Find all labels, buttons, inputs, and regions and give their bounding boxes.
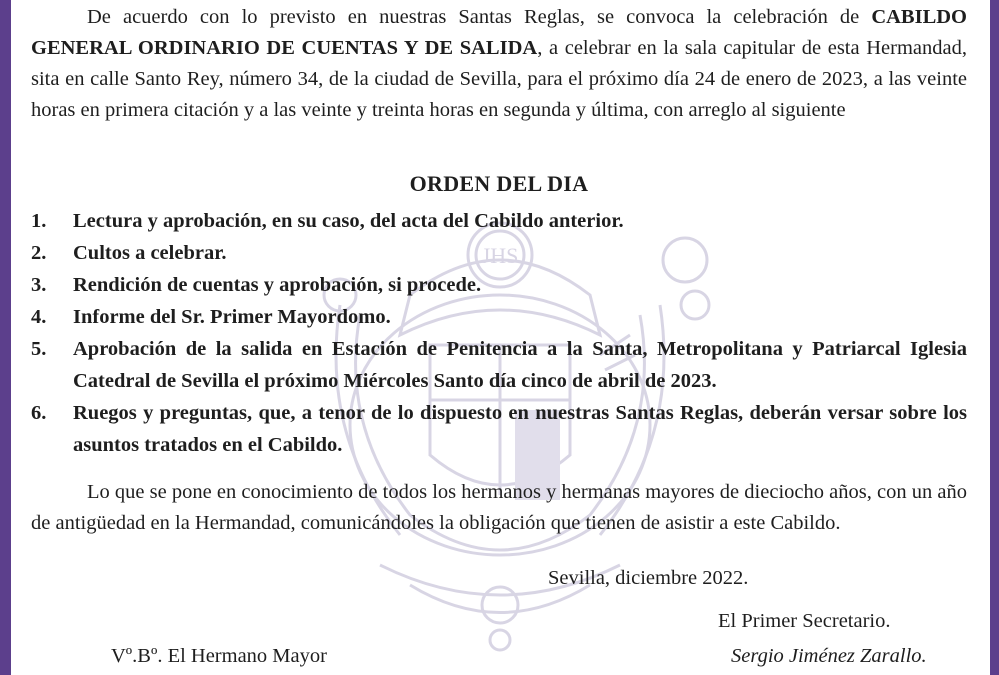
agenda-item bbox=[31, 333, 967, 397]
intro-bold-title: CABILDO GENERAL ORDINARIO DE CUENTAS Y DE SALIDA bbox=[31, 6, 967, 59]
approval-hermano-mayor: Vº.Bº. El Hermano Mayor bbox=[111, 645, 327, 667]
intro-paragraph bbox=[31, 2, 967, 126]
watermark-monogram: JHS bbox=[481, 243, 519, 268]
left-border-bar bbox=[0, 0, 11, 675]
secretary-title: El Primer Secretario. bbox=[718, 610, 891, 632]
agenda-item bbox=[31, 397, 967, 461]
agenda-item-text: Ruegos y preguntas, que, a tenor de lo dispuesto en nuestras Santas Reglas, deberán versar sobre los asuntos tratados en el Cabildo. bbox=[73, 402, 967, 456]
intro-text-after: , a celebrar en la sala capitular de esta Hermandad, sita en calle Santo Rey, número 34, de la ciudad de Sevilla, para el próximo día 24 de enero de 2023, a las veinte horas en primera citación y a las veinte y treinta horas en segunda y última, con arreglo al siguiente bbox=[31, 37, 968, 121]
agenda-item-number: 5. bbox=[31, 338, 47, 360]
agenda-item-text: Rendición de cuentas y aprobación, si procede. bbox=[73, 274, 482, 296]
agenda-item-number: 3. bbox=[31, 274, 47, 296]
agenda-item bbox=[31, 301, 967, 333]
agenda-item bbox=[31, 237, 967, 269]
agenda-list bbox=[31, 205, 967, 461]
intro-text-before: De acuerdo con lo previsto en nuestras Santas Reglas, se convoca la celebración de bbox=[87, 6, 872, 28]
agenda-item-text: Cultos a celebrar. bbox=[73, 242, 227, 264]
agenda-item bbox=[31, 269, 967, 301]
agenda-item-number: 2. bbox=[31, 242, 47, 264]
document-body bbox=[31, 0, 967, 675]
closing-paragraph: Lo que se pone en conocimiento de todos los hermanos y hermanas mayores de dieciocho años, con un año de antigüedad en la Hermandad, comunicándoles la obligación que tienen de asistir a este Cabildo. bbox=[31, 481, 967, 534]
agenda-item-text: Informe del Sr. Primer Mayordomo. bbox=[73, 306, 391, 328]
right-border-bar bbox=[990, 0, 999, 675]
agenda-item-text: Lectura y aprobación, en su caso, del acta del Cabildo anterior. bbox=[73, 210, 624, 232]
agenda-heading: ORDEN DEL DIA bbox=[409, 171, 589, 196]
agenda-item-text: Aprobación de la salida en Estación de Penitencia a la Santa, Metropolitana y Patriarcal Iglesia Catedral de Sevilla el próximo Miércoles Santo día cinco de abril de 2023. bbox=[73, 338, 967, 392]
secretary-signature-name: Sergio Jiménez Zarallo. bbox=[731, 645, 927, 667]
agenda-item bbox=[31, 205, 967, 237]
agenda-item-number: 6. bbox=[31, 402, 47, 424]
agenda-item-number: 1. bbox=[31, 210, 47, 232]
agenda-item-number: 4. bbox=[31, 306, 47, 328]
place-date: Sevilla, diciembre 2022. bbox=[548, 567, 749, 589]
